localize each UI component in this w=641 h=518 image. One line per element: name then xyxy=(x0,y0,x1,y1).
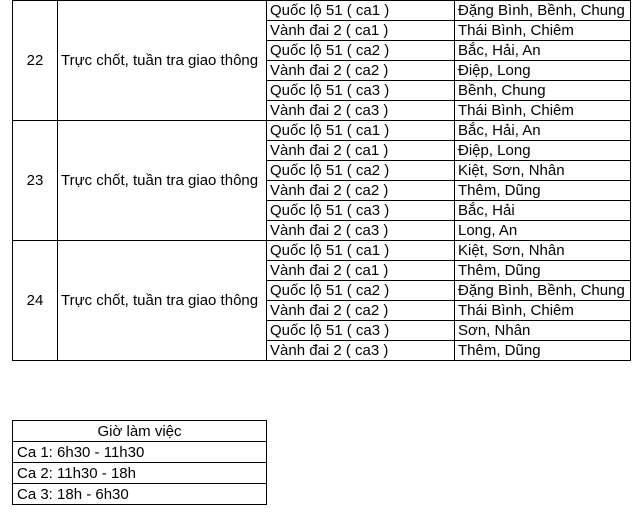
task-cell: Trực chốt, tuần tra giao thông xyxy=(58,121,267,241)
table-row xyxy=(13,421,267,442)
shift-hours-header: Giờ làm việc xyxy=(13,421,267,442)
staff-cell: Sơn, Nhân xyxy=(455,321,631,341)
table-row xyxy=(13,121,631,141)
route-cell: Quốc lộ 51 ( ca1 ) xyxy=(267,121,455,141)
route-cell: Quốc lộ 51 ( ca1 ) xyxy=(267,241,455,261)
staff-cell: Điệp, Long xyxy=(455,141,631,161)
staff-cell: Thêm, Dũng xyxy=(455,181,631,201)
table-row xyxy=(13,241,631,261)
task-cell: Trực chốt, tuần tra giao thông xyxy=(58,1,267,121)
route-cell: Vành đai 2 ( ca1 ) xyxy=(267,21,455,41)
route-cell: Vành đai 2 ( ca3 ) xyxy=(267,341,455,361)
route-cell: Quốc lộ 51 ( ca2 ) xyxy=(267,161,455,181)
day-cell: 24 xyxy=(13,241,58,361)
staff-cell: Thái Bình, Chiêm xyxy=(455,21,631,41)
route-cell: Quốc lộ 51 ( ca3 ) xyxy=(267,321,455,341)
staff-cell: Thái Bình, Chiêm xyxy=(455,301,631,321)
route-cell: Vành đai 2 ( ca2 ) xyxy=(267,61,455,81)
shift-hours-table xyxy=(12,420,267,505)
route-cell: Vành đai 2 ( ca2 ) xyxy=(267,181,455,201)
staff-cell: Điệp, Long xyxy=(455,61,631,81)
staff-cell: Long, An xyxy=(455,221,631,241)
route-cell: Vành đai 2 ( ca1 ) xyxy=(267,141,455,161)
day-cell: 22 xyxy=(13,1,58,121)
table-row xyxy=(13,1,631,21)
staff-cell: Thêm, Dũng xyxy=(455,261,631,281)
table-row xyxy=(13,463,267,484)
route-cell: Quốc lộ 51 ( ca3 ) xyxy=(267,201,455,221)
schedule-table xyxy=(12,0,631,361)
route-cell: Vành đai 2 ( ca3 ) xyxy=(267,221,455,241)
route-cell: Vành đai 2 ( ca2 ) xyxy=(267,301,455,321)
staff-cell: Bắc, Hải xyxy=(455,201,631,221)
day-cell: 23 xyxy=(13,121,58,241)
staff-cell: Kiệt, Sơn, Nhân xyxy=(455,241,631,261)
task-cell: Trực chốt, tuần tra giao thông xyxy=(58,241,267,361)
shift-item: Ca 3: 18h - 6h30 xyxy=(13,484,267,505)
staff-cell: Bắc, Hải, An xyxy=(455,121,631,141)
staff-cell: Bắc, Hải, An xyxy=(455,41,631,61)
route-cell: Quốc lộ 51 ( ca2 ) xyxy=(267,281,455,301)
table-row xyxy=(13,484,267,505)
table-row xyxy=(13,442,267,463)
staff-cell: Đặng Bình, Bềnh, Chung xyxy=(455,1,631,21)
staff-cell: Bềnh, Chung xyxy=(455,81,631,101)
shift-item: Ca 2: 11h30 - 18h xyxy=(13,463,267,484)
route-cell: Quốc lộ 51 ( ca1 ) xyxy=(267,1,455,21)
route-cell: Quốc lộ 51 ( ca2 ) xyxy=(267,41,455,61)
route-cell: Vành đai 2 ( ca1 ) xyxy=(267,261,455,281)
staff-cell: Thêm, Dũng xyxy=(455,341,631,361)
shift-item: Ca 1: 6h30 - 11h30 xyxy=(13,442,267,463)
staff-cell: Kiệt, Sơn, Nhân xyxy=(455,161,631,181)
staff-cell: Đặng Bình, Bềnh, Chung xyxy=(455,281,631,301)
route-cell: Quốc lộ 51 ( ca3 ) xyxy=(267,81,455,101)
staff-cell: Thái Bình, Chiêm xyxy=(455,101,631,121)
route-cell: Vành đai 2 ( ca3 ) xyxy=(267,101,455,121)
